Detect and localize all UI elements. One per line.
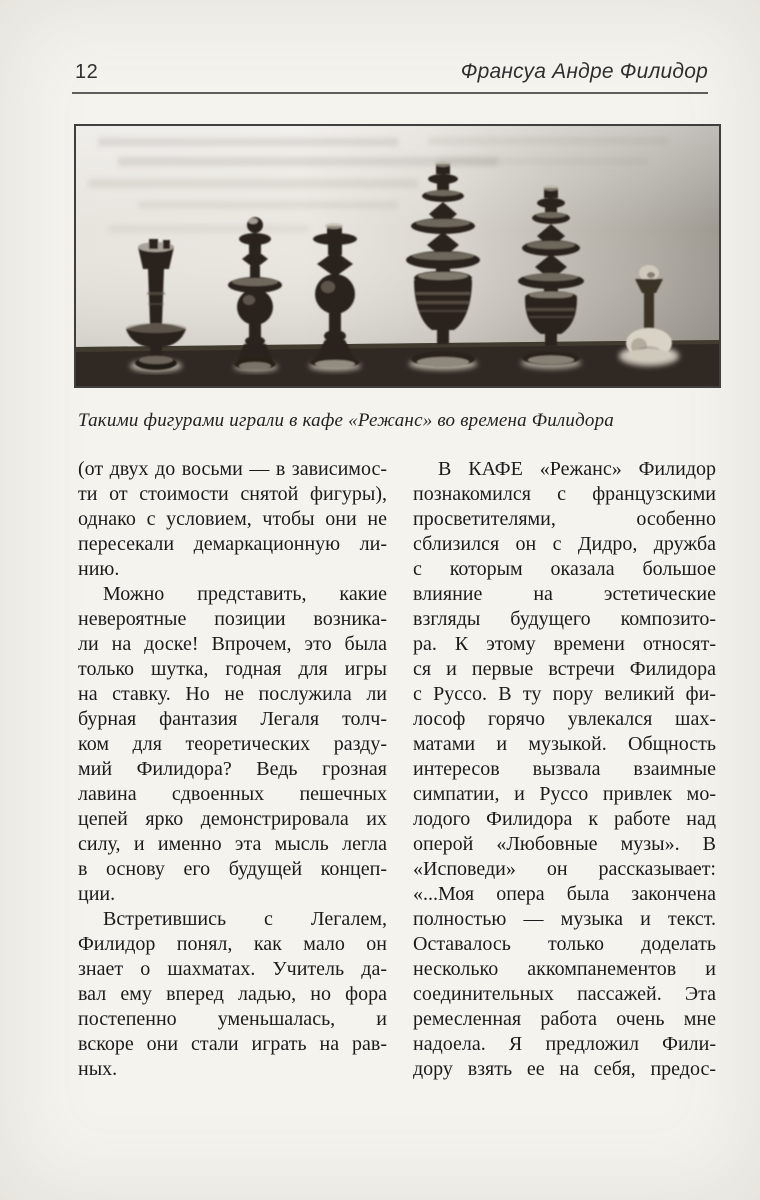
text-line: мий Филидора? Ведь грозная [78, 758, 387, 780]
text-line: пересекали демаркационную ли- [78, 533, 387, 555]
text-line: ли на доске! Впрочем, это была [78, 633, 387, 655]
text-line: вскоре они стали играть на рав- [78, 1033, 387, 1055]
text-line: Филидор понял, как мало он [78, 933, 387, 955]
text-line: вал ему вперед ладью, но фора [78, 983, 387, 1005]
photo-caption: Такими фигурами играли в кафе «Режанс» во времена Филидора [78, 410, 615, 431]
left-text-column [78, 457, 387, 1082]
header-rule [72, 92, 708, 94]
text-line: ра. К этому времени относят- [413, 633, 716, 655]
page-number: 12 [75, 61, 99, 83]
text-line: на ставку. Но не послужила ли [78, 683, 387, 705]
text-line: соединительных пассажей. Эта [413, 983, 716, 1005]
paragraph [413, 457, 716, 1082]
text-line: просветителями, особенно [413, 508, 716, 530]
text-line: только шутка, годная для игры [78, 658, 387, 680]
text-line: оперой «Любовные музы». В [413, 833, 716, 855]
text-line: взгляды будущего композито- [413, 608, 716, 630]
text-line: силу, и именно эта мысль легла [78, 833, 387, 855]
text-line: симпатии, и Руссо привлек мо- [413, 783, 716, 805]
chess-pieces-photo-svg [76, 126, 719, 386]
text-line: постепенно уменьшалась, и [78, 1008, 387, 1030]
text-line: лодого Филидора к работе над [413, 808, 716, 830]
text-line: с которым оказала большое [413, 558, 716, 580]
text-line: полностью — музыка и текст. [413, 908, 716, 930]
text-line: «...Моя опера была закончена [413, 883, 716, 905]
text-line: сблизился он с Дидро, дружба [413, 533, 716, 555]
text-line: в основу его будущей концеп- [78, 858, 387, 880]
text-line: ти от стоимости снятой фигуры), [78, 483, 387, 505]
text-line: несколько аккомпанементов и [413, 958, 716, 980]
paragraph [78, 457, 387, 582]
text-line: «Исповеди» он рассказывает: [413, 858, 716, 880]
text-line: невероятные позиции возника- [78, 608, 387, 630]
text-line: ком для теоретических разду- [78, 733, 387, 755]
text-line: ремесленная работа очень мне [413, 1008, 716, 1030]
page-header [75, 60, 708, 84]
text-line: однако с условием, чтобы они не [78, 508, 387, 530]
chess-pieces-photo [74, 124, 721, 388]
paragraph [78, 582, 387, 907]
text-line: познакомился с французскими [413, 483, 716, 505]
text-line: влияние на эстетические [413, 583, 716, 605]
running-head: Франсуа Андре Филидор [460, 60, 708, 83]
text-line: нию. [78, 558, 120, 580]
text-line: бурная фантазия Легаля толч- [78, 708, 387, 730]
text-line: ся и первые встречи Филидора [413, 658, 716, 680]
text-line: интересов вызвала взаимные [413, 758, 716, 780]
text-line: матами и музыкой. Общность [413, 733, 716, 755]
text-line: надоела. Я предложил Фили- [413, 1033, 716, 1055]
text-line: Встретившись с Легалем, [103, 908, 387, 930]
text-line: дору взять ее на себя, предос- [413, 1058, 716, 1080]
text-line: знает о шахматах. Учитель да- [78, 958, 387, 980]
paragraph [78, 907, 387, 1082]
text-line: лавина сдвоенных пешечных [78, 783, 387, 805]
text-line: ных. [78, 1058, 118, 1080]
right-text-column [413, 457, 716, 1082]
text-line: Можно представить, какие [103, 583, 387, 605]
text-line: лософ горячо увлекался шах- [413, 708, 716, 730]
text-line: В КАФЕ «Режанс» Филидор [438, 458, 716, 480]
text-line: Оставалось только доделать [413, 933, 716, 955]
text-line: (от двух до восьми — в зависимос- [78, 458, 387, 480]
text-line: с Руссо. В ту пору великий фи- [413, 683, 716, 705]
text-line: ции. [78, 883, 116, 905]
text-line: цепей ярко демонстрировала их [78, 808, 387, 830]
